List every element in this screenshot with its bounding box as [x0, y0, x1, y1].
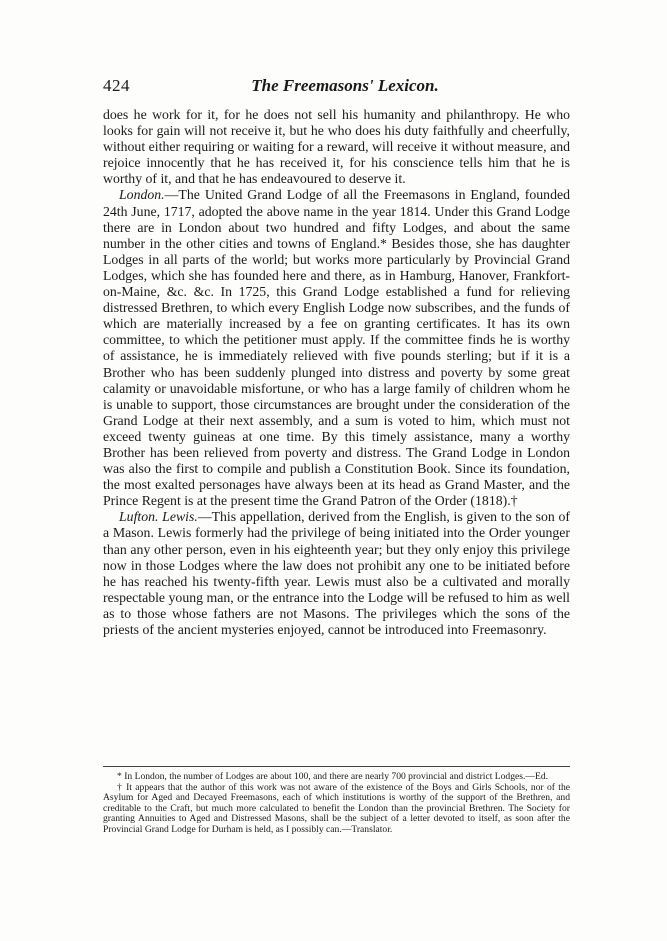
footnote: † It appears that the author of this work was not aware of the existence of the Boys and Girls Schools, nor of the Asylum for Aged and Decayed Freemasons, each of which institutions is worthy of the support of the Brethren, and creditable to the Craft, but much more calculated to benefit the London than the provincial Brethren. The Society for granting Annuities to Aged and Distressed Masons, shall be the subject of a letter devoted to itself, as soon after the Provincial Grand Lodge for Durham is held, as I possibly can.—Translator. [103, 781, 570, 835]
paragraph-text: does he work for it, for he does not sell his humanity and philanthropy. He who looks for gain will not receive it, but he who does his duty faithfully and cheerfully, without either requiring or waiting for a reward, will receive it without measure, and rejoice innocently that he has received it, for his conscience tells him that he is worthy of it, and that he has endeavoured to deserve it. [103, 107, 570, 187]
page-header [103, 76, 573, 100]
body-text [103, 107, 570, 638]
entry-heading: London. [119, 187, 165, 203]
page-number: 424 [103, 76, 130, 95]
entry-lufton-lewis [103, 509, 570, 638]
entry-london [103, 187, 570, 509]
footnote-divider [103, 766, 570, 767]
footnote: * In London, the number of Lodges are about 100, and there are nearly 700 provincial and district Lodges.—Ed. [117, 771, 549, 782]
running-title: The Freemasons' Lexicon. [251, 76, 439, 95]
paragraph-continuation [103, 107, 570, 187]
entry-heading: Lufton. Lewis. [119, 509, 198, 525]
footnotes [103, 772, 570, 836]
entry-text: —The United Grand Lodge of all the Freemasons in England, founded 24th June, 1717, adopted the above name in the year 1814. Under this Grand Lodge there are in London about two hundred and fifty Lodges, and about the same number in the other cities and towns of England.* Besides those, she has daughter Lodges in all parts of the world; but works more particularly by Provincial Grand Lodges, which she has founded here and there, as in Hamburg, Hanover, Frankfort-on-Maine, &c. &c. In 1725, this Grand Lodge established a fund for relieving distressed Brethren, to which every English Lodge now subscribes, and the funds of which are materially increased by a fee on granting certificates. It has its own committee, to which the petitioner must apply. If the committee finds he is worthy of assistance, he is immediately relieved with five pounds sterling; but if it is a Brother who has been suddenly plunged into distress and poverty by some great calamity or unavoidable misfortune, or who has a large family of children whom he is unable to support, those circumstances are brought under the consideration of the Grand Lodge at their next assembly, and a sum is voted to him, which must not exceed twenty guineas at one time. By this timely assistance, many a worthy Brother has been relieved from poverty and distress. The Grand Lodge in London was also the first to compile and publish a Constitution Book. Since its foundation, the most exalted personages have always been at its head as Grand Master, and the Prince Regent is at the present time the Grand Patron of the Order (1818).† [103, 187, 570, 509]
entry-text: —This appellation, derived from the English, is given to the son of a Mason. Lewis formerly had the privilege of being initiated into the Order younger than any other person, even in his eighteenth year; but they only enjoy this privilege now in those Lodges where the law does not prohibit any one to be initiated before he has reached his twenty-fifth year. Lewis must also be a cultivated and morally respectable young man, or the entrance into the Lodge will be refused to him as well as to those whose fathers are not Masons. The privileges which the sons of the priests of the ancient mysteries enjoyed, cannot be introduced into Freemasonry. [103, 509, 570, 637]
